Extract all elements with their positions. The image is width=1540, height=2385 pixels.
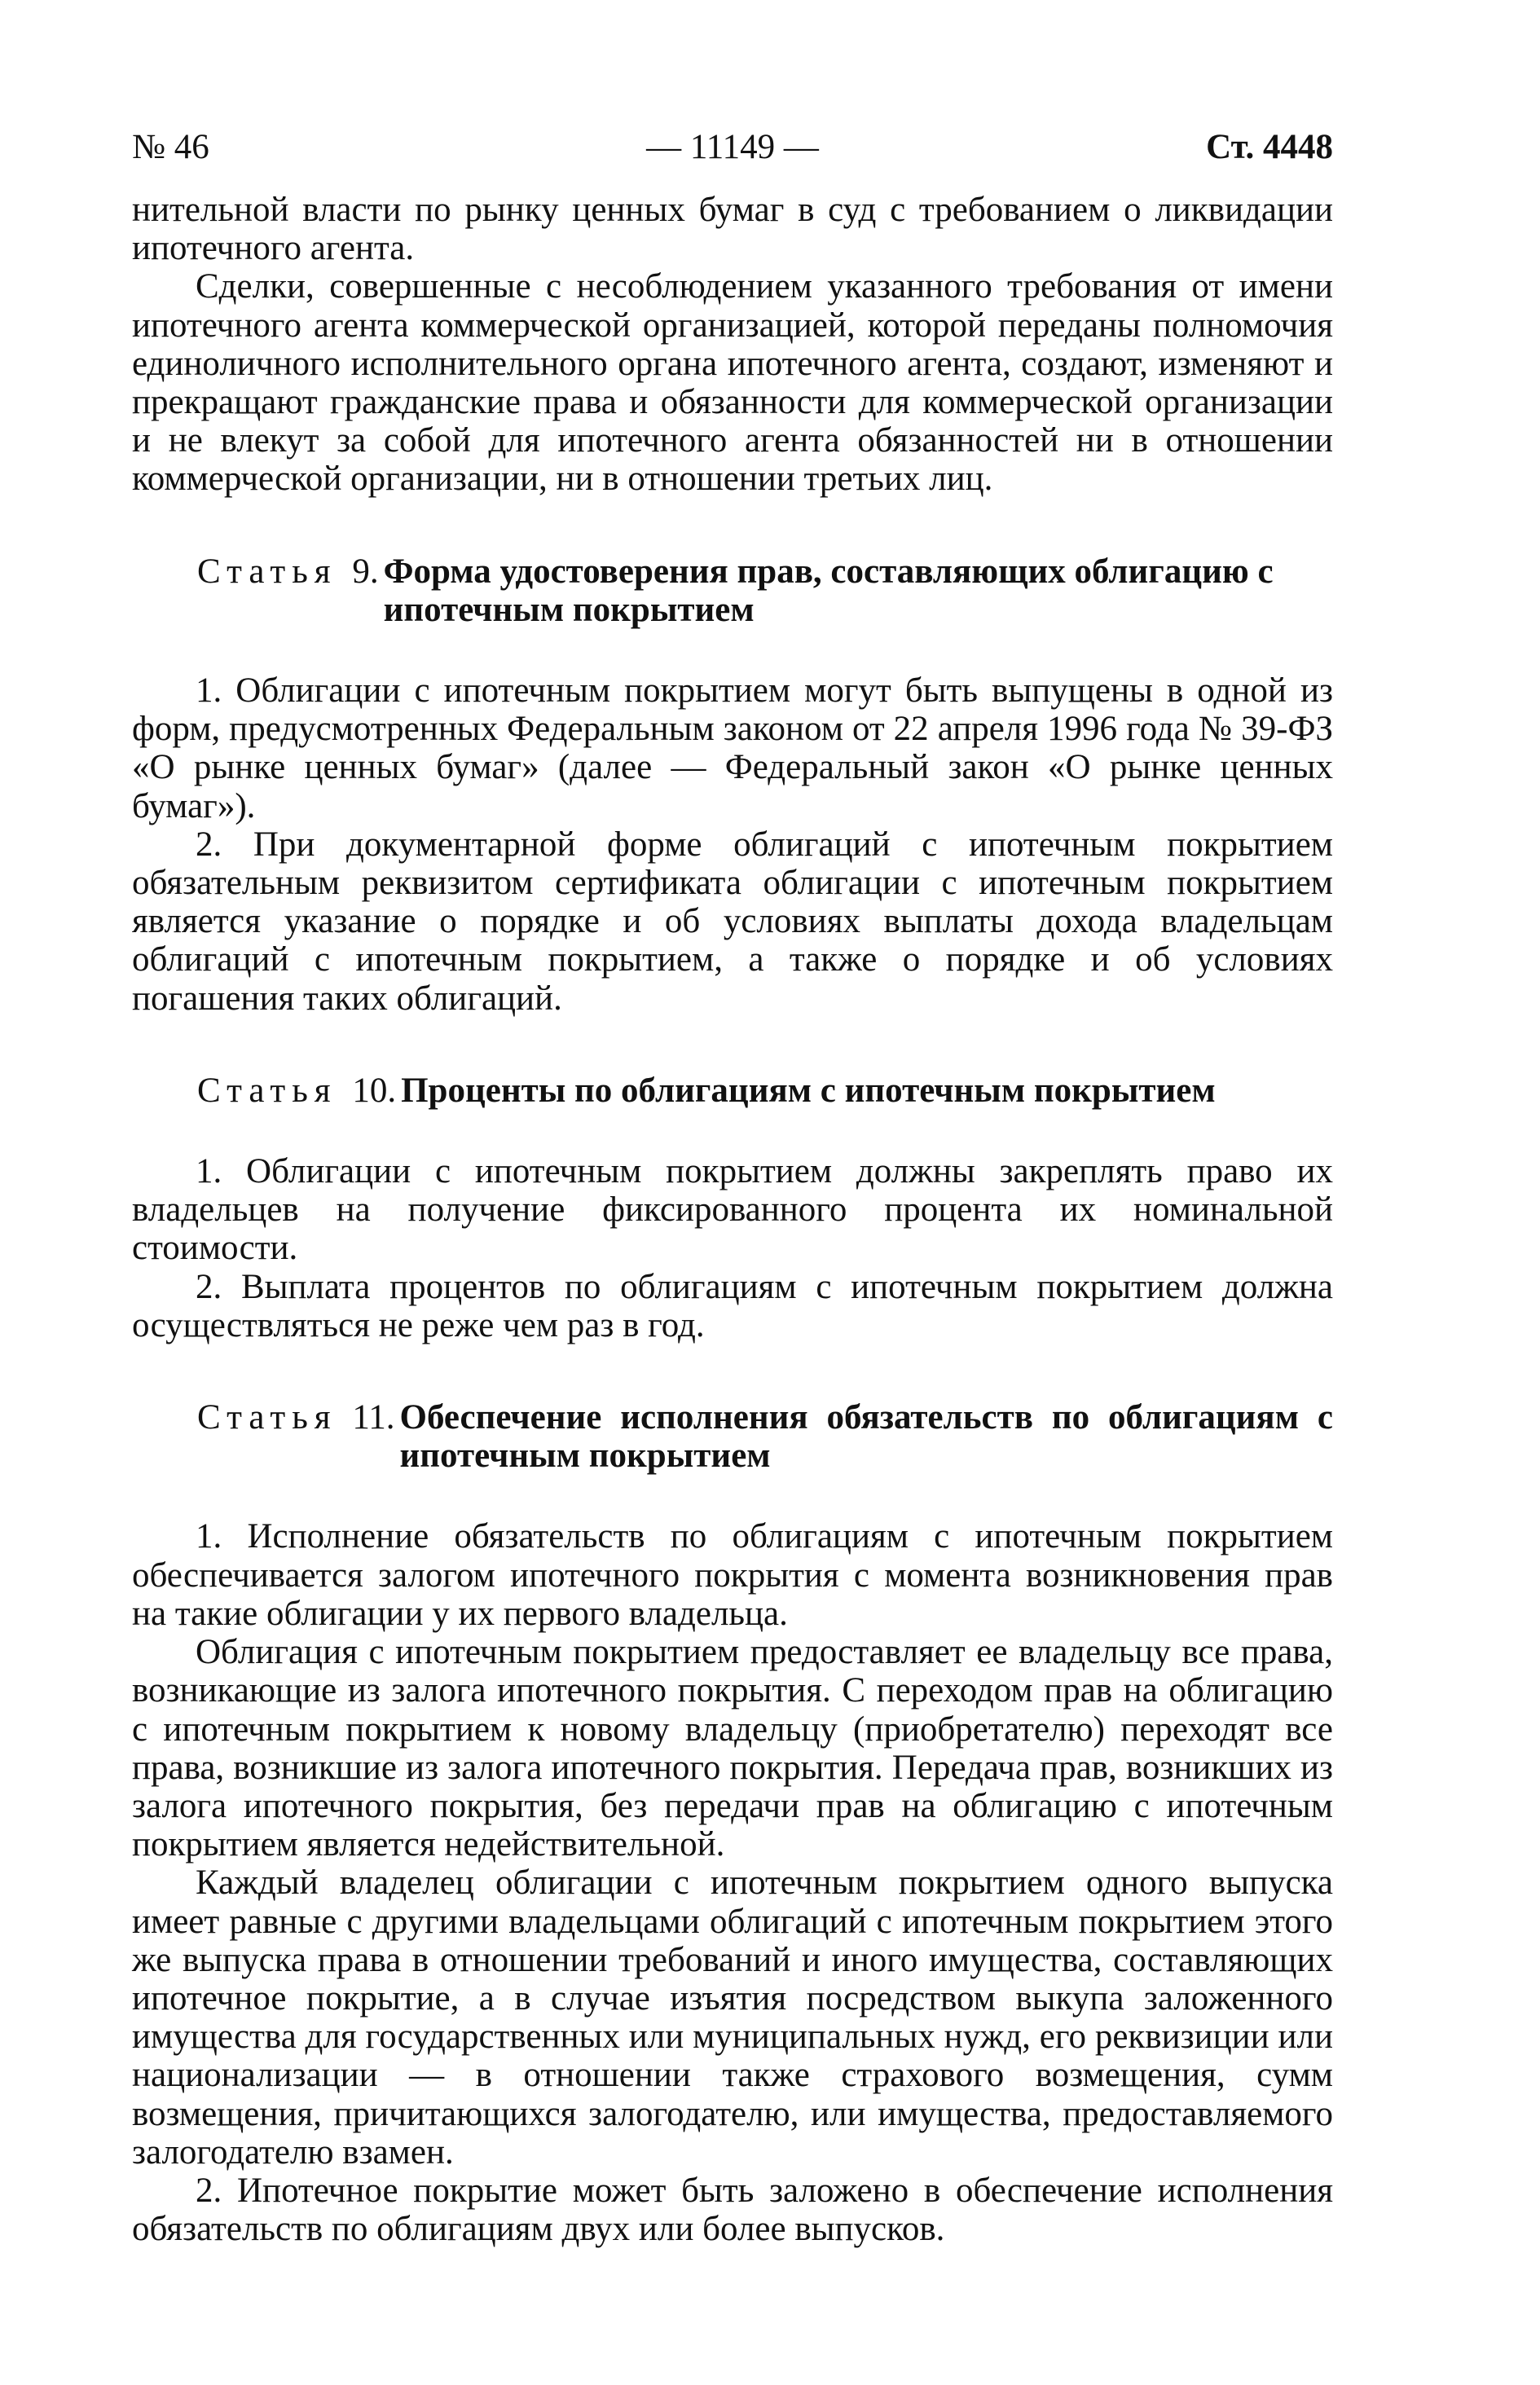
article-heading-10: [132, 1071, 1333, 1110]
document-page: [132, 122, 1333, 2248]
article-11-paragraph-4: 2. Ипотечное покрытие может быть заложено в обеспечение исполнения обязательств по облигациям двух или более выпусков.: [132, 2171, 1333, 2249]
issue-number: № 46: [132, 128, 209, 166]
article-11-paragraph-2: Облигация с ипотечным покрытием предоставляет ее владельцу все права, возникающие из залога ипотечного покрытия. С переходом прав на облигацию с ипотечным покрытием к новому владельцу (приобретателю) переходят все права, возникшие из залога ипотечного покрытия. Передача прав, возникших из залога ипотечного покрытия, без передачи прав на облигацию с ипотечным покрытием является недействительной.: [132, 1633, 1333, 1864]
article-9-paragraph-1: 1. Облигации с ипотечным покрытием могут быть выпущены в одной из форм, предусмотренных Федеральным законом от 22 апреля 1996 года № 39-ФЗ «О рынке ценных бумаг» (далее — Федеральный закон «О рынке ценных бумаг»).: [132, 671, 1333, 825]
article-heading-9: [132, 552, 1333, 629]
article-10-paragraph-1: 1. Облигации с ипотечным покрытием должны закреплять право их владельцев на получение фиксированного процента их номинальной стоимости.: [132, 1152, 1333, 1268]
intro-paragraph: Сделки, совершенные с несоблюдением указанного требования от имени ипотечного агента коммерческой организацией, которой переданы полномочия единоличного исполнительного органа ипотечного агента, создают, изменяют и прекращают гражданские права и обязанности для коммерческой организации и не влекут за собой для ипотечного агента обязанностей ни в отношении коммерческой организации, ни в отношении третьих лиц.: [132, 267, 1333, 499]
article-label: Статья 9.: [197, 552, 379, 591]
article-label: Статья 11.: [197, 1398, 395, 1437]
article-11-paragraph-1: 1. Исполнение обязательств по облигациям с ипотечным покрытием обеспечивается залогом ипотечного покрытия с момента возникновения прав на такие облигации у их первого владельца.: [132, 1517, 1333, 1633]
article-label: Статья 10.: [197, 1071, 397, 1110]
article-9-paragraph-2: 2. При документарной форме облигаций с ипотечным покрытием обязательным реквизитом сертификата облигации с ипотечным покрытием является указание о порядке и об условиях выплаты дохода владельцам облигаций с ипотечным покрытием, а также о порядке и об условиях погашения таких облигаций.: [132, 825, 1333, 1018]
article-title: Проценты по облигациям с ипотечным покрытием: [401, 1071, 1216, 1110]
article-title: Обеспечение исполнения обязательств по облигациям с ипотечным покрытием: [399, 1398, 1333, 1476]
running-header: [132, 122, 1333, 173]
article-10-paragraph-2: 2. Выплата процентов по облигациям с ипотечным покрытием должна осуществляться не реже чем раз в год.: [132, 1267, 1333, 1344]
article-title: Форма удостоверения прав, составляющих облигацию с ипотечным покрытием: [383, 552, 1274, 629]
article-heading-11: [132, 1398, 1333, 1475]
page-number: — 11149 —: [646, 128, 819, 166]
intro-paragraph-continuation: нительной власти по рынку ценных бумаг в суд с требованием о ликвидации ипотечного агента.: [132, 191, 1333, 268]
article-reference: Ст. 4448: [1206, 128, 1333, 166]
article-11-paragraph-3: Каждый владелец облигации с ипотечным покрытием одного выпуска имеет равные с другими владельцами облигаций с ипотечным покрытием этого же выпуска права в отношении требований и иного имущества, составляющих ипотечное покрытие, а в случае изъятия посредством выкупа заложенного имущества для государственных или муниципальных нужд, его реквизиции или национализации — в отношении также страхового возмещения, сумм возмещения, причитающихся залогодателю, или имущества, предоставляемого залогодателю взамен.: [132, 1864, 1333, 2172]
document-body: [132, 191, 1333, 2248]
